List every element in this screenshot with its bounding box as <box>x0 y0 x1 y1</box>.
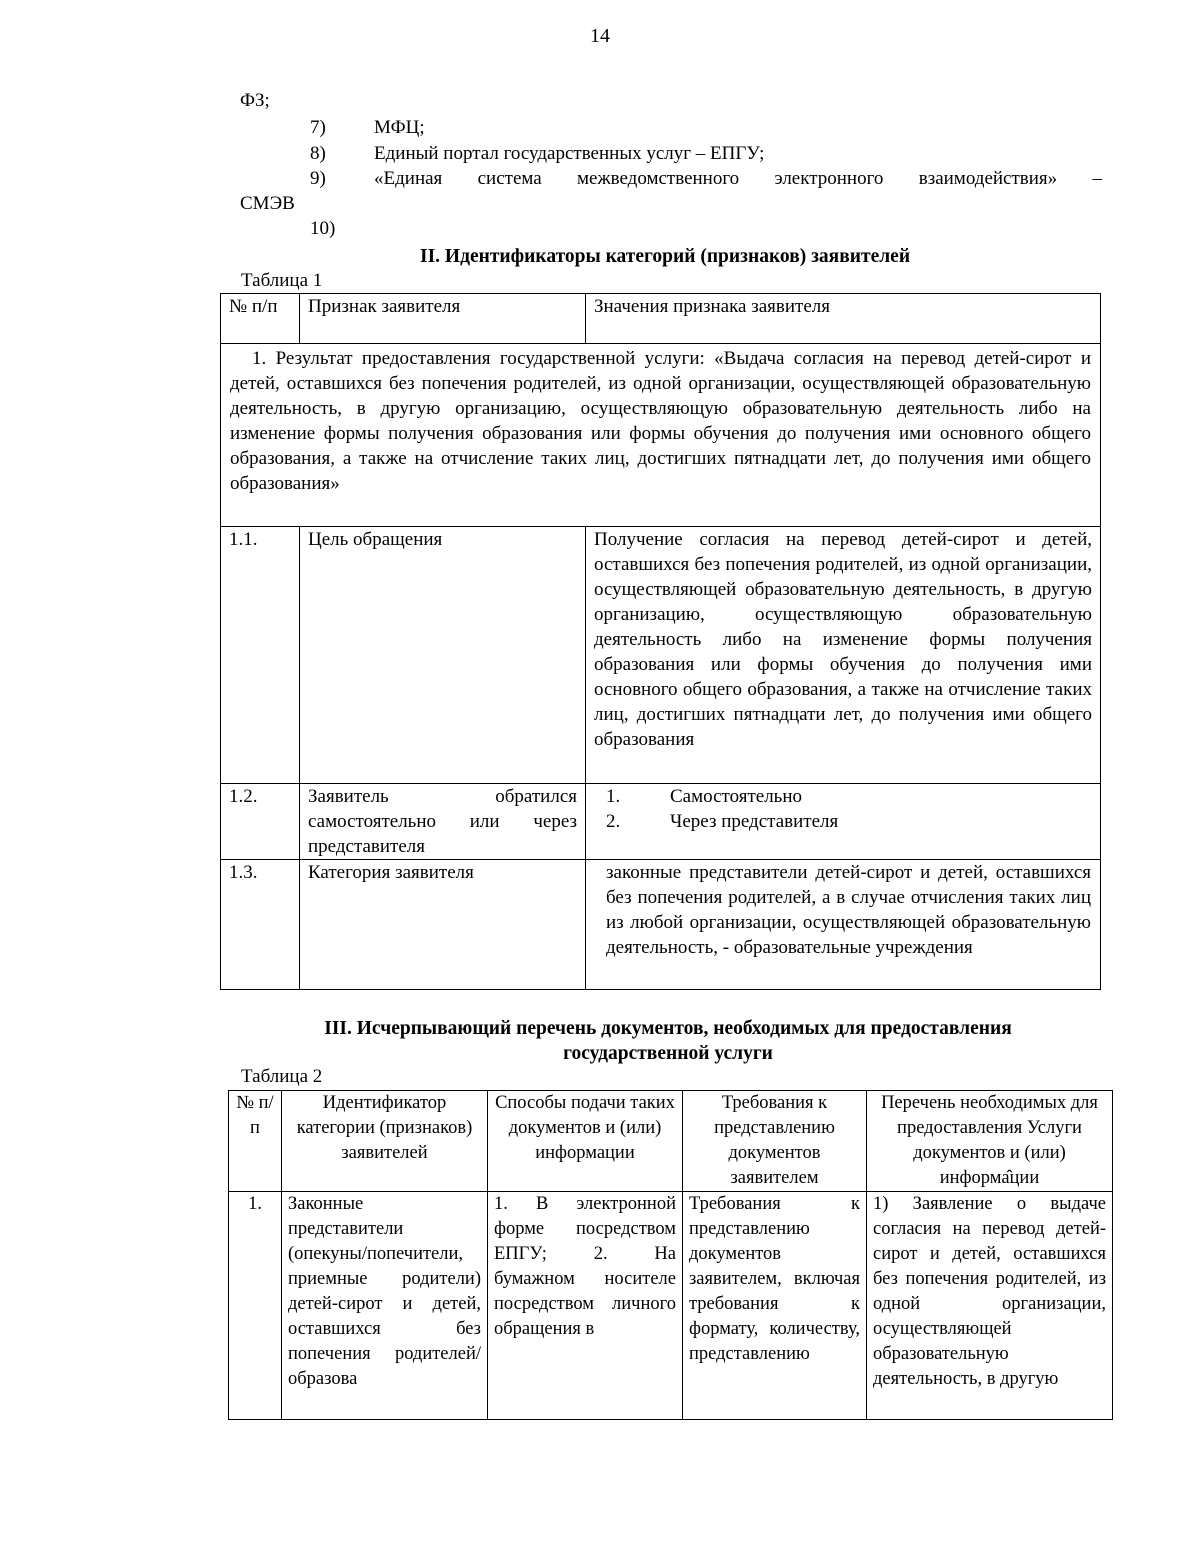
option-number: 2. <box>606 811 621 832</box>
table2-row-methods: 1. В электронной форме посредством ЕПГУ; 2. На бумажном носителе посредством личного обращения в <box>488 1192 683 1420</box>
table1-row-sign: Цель обращения <box>300 527 586 784</box>
table2-row-category: Законные представители (опекуны/попечители, приемные родители) детей-сирот и детей, оставшихся без попечения родителей/образова <box>282 1192 488 1420</box>
table1-row-num: 1.2. <box>221 784 300 860</box>
table1-row-sign: Категория заявителя <box>300 860 586 990</box>
table1-row-options <box>586 784 1101 860</box>
table2-row-list: 1) Заявление о выдаче согласия на перевод детей-сирот и детей, оставшихся без попечения родителей, из одной организации, осуществляющей образовательную деятельность, в другую <box>867 1192 1113 1420</box>
table2-row-num: 1. <box>229 1192 282 1420</box>
table1-result-row: 1. Результат предоставления государственной услуги: «Выдача согласия на перевод детей-сирот и детей, оставшихся без попечения родителей, из одной организации, осуществляющей образовательную деятельность, в другую организацию, осуществляющую образовательную деятельность либо на изменение формы получения образования или формы обучения до получения ими основного общего образования, а также на отчисление таких лиц, достигших пятнадцати лет, до получения ими общего образования» <box>221 344 1101 527</box>
table1-row-num: 1.3. <box>221 860 300 990</box>
table2-header-methods: Способы подачи таких документов и (или) информации <box>488 1091 683 1192</box>
table2-header-category: Идентификатор категории (признаков) заявителей <box>282 1091 488 1192</box>
option-item <box>606 784 1092 809</box>
page-number: 14 <box>590 25 610 47</box>
table2-caption: Таблица 2 <box>241 1066 323 1087</box>
table-2 <box>228 1090 1113 1420</box>
list-item-text: «Единая система межведомственного электронного взаимодействия» – <box>374 168 1102 189</box>
table2-row-requirements: Требования к представлению документов заявителем, включая требования к формату, количеству, представлению <box>683 1192 867 1420</box>
table1-row-num: 1.1. <box>221 527 300 784</box>
table2-header-requirements: Требования к представлению документов заявителем <box>683 1091 867 1192</box>
option-item <box>606 809 1092 834</box>
fz-tail: ФЗ; <box>240 90 270 111</box>
section2-heading: II. Идентификаторы категорий (признаков) заявителей <box>420 246 911 267</box>
option-number: 1. <box>606 786 621 807</box>
table1-header-num: № п/п <box>221 294 300 344</box>
list-item-text: Единый портал государственных услуг – ЕПГУ; <box>374 143 765 164</box>
smev-tail: СМЭВ <box>240 193 295 214</box>
table2-header-num: № п/п <box>229 1091 282 1192</box>
table1-header-values: Значения признака заявителя <box>586 294 1101 344</box>
option-text: Через представителя <box>670 811 839 832</box>
list-item-number: 10) <box>310 218 336 239</box>
list-item-number: 7) <box>310 117 326 138</box>
option-text: Самостоятельно <box>670 786 803 807</box>
list-item-text: МФЦ; <box>374 117 425 138</box>
table2-header-list: Перечень необходимых для предоставления Услуги документов и (или) информа̂ции <box>867 1091 1113 1192</box>
list-item-number: 8) <box>310 143 326 164</box>
section3-heading-line2: государственной услуги <box>563 1043 773 1064</box>
table1-header-sign: Признак заявителя <box>300 294 586 344</box>
table1-row-value: законные представители детей-сирот и детей, оставшихся без попечения родителей, а в случае отчисления таких лиц из любой организации, осуществляющей образовательную деятельность, - образовательные учреждения <box>586 860 1101 990</box>
table1-row-sign: Заявитель обратился самостоятельно или через представителя <box>300 784 586 860</box>
table-1 <box>220 293 1101 990</box>
list-item-number: 9) <box>310 168 326 189</box>
table1-row-value: Получение согласия на перевод детей-сирот и детей, оставшихся без попечения родителей, из одной организации, осуществляющей образовательную деятельность, в другую организацию, осуществляющую образовательную деятельность либо на изменение формы получения образования или формы обучения до получения ими основного общего образования, а также на отчисление таких лиц, достигших пятнадцати лет, до получения ими общего образования <box>586 527 1101 784</box>
table1-caption: Таблица 1 <box>241 270 323 291</box>
section3-heading-line1: III. Исчерпывающий перечень документов, необходимых для предоставления <box>324 1018 1012 1039</box>
